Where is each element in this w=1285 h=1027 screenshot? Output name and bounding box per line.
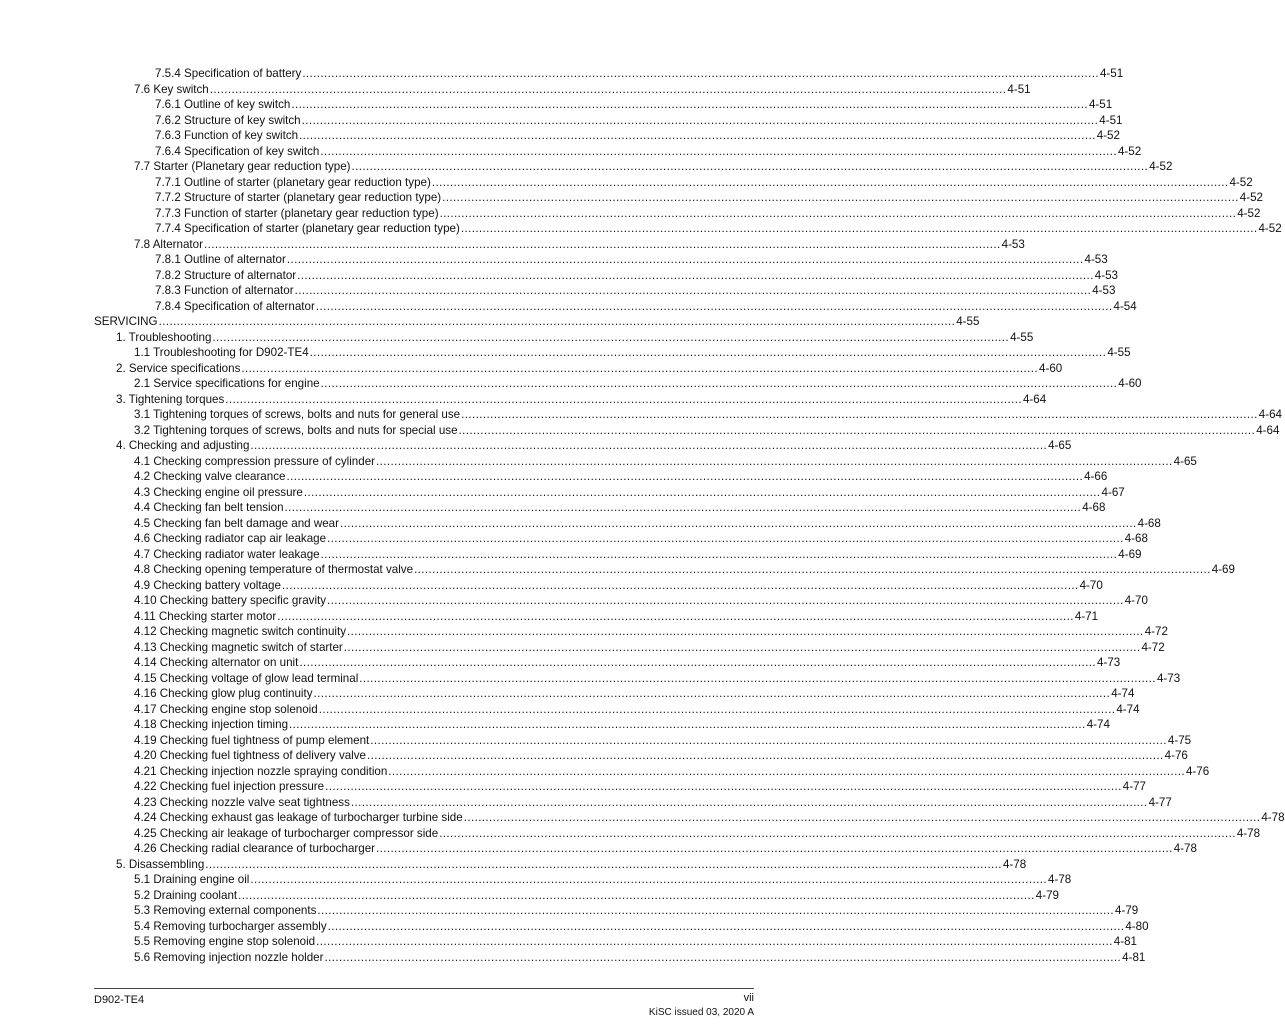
- toc-dot-leader: ............................................................................................................................................................................................................................: [320, 144, 1117, 158]
- toc-dot-leader: ............................................................................................................................................................................................................................: [289, 718, 1086, 731]
- toc-entry-title: 4.1 Checking compression pressure of cylinder: [134, 454, 376, 468]
- toc-entry-page: 4-51: [1088, 98, 1113, 111]
- toc-entry-page: 4-53: [1001, 237, 1025, 251]
- toc-dot-leader: ............................................................................................................................................................................................................................: [359, 671, 1156, 685]
- toc-entry-title: 7.8.2 Structure of alternator: [155, 268, 297, 282]
- toc-dot-leader: ............................................................................................................................................................................................................................: [463, 811, 1261, 824]
- toc-entry-page: 4-68: [1082, 501, 1106, 514]
- toc-dot-leader: ............................................................................................................................................................................................................................: [284, 501, 1082, 514]
- toc-entry-title: 7.6.2 Structure of key switch: [155, 113, 301, 127]
- toc-entry-title: 4.18 Checking injection timing: [134, 718, 289, 731]
- toc-dot-leader: ............................................................................................................................................................................................................................: [325, 780, 1122, 793]
- toc-entry[interactable]: [0, 686, 1135, 702]
- toc-dot-leader: ............................................................................................................................................................................................................................: [205, 857, 1002, 871]
- toc-entry-title: 4.16 Checking glow plug continuity: [134, 687, 313, 700]
- toc-entry[interactable]: [0, 82, 1031, 98]
- toc-entry[interactable]: [0, 872, 1072, 888]
- toc-entry-page: 4-73: [1156, 671, 1181, 685]
- toc-dot-leader: ............................................................................................................................................................................................................................: [351, 160, 1149, 173]
- toc-entry-page: 4-52: [1149, 160, 1173, 173]
- toc-entry[interactable]: [0, 407, 1282, 423]
- toc-dot-leader: ............................................................................................................................................................................................................................: [225, 392, 1022, 406]
- toc-entry-page: 4-74: [1111, 687, 1135, 700]
- toc-entry-title: 4.12 Checking magnetic switch continuity: [134, 625, 347, 638]
- toc-dot-leader: ............................................................................................................................................................................................................................: [461, 408, 1258, 421]
- toc-entry-title: 7.5.4 Specification of battery: [155, 67, 302, 80]
- toc-entry-title: 4.7 Checking radiator water leakage: [134, 547, 320, 561]
- toc-dot-leader: ............................................................................................................................................................................................................................: [302, 67, 1099, 80]
- toc-entry[interactable]: [0, 361, 1063, 377]
- toc-entry[interactable]: [0, 764, 1210, 780]
- toc-entry-title: 7.8.1 Outline of alternator: [155, 253, 286, 266]
- toc-entry-page: 4-52: [1239, 191, 1263, 204]
- toc-entry-page: 4-72: [1141, 640, 1165, 654]
- toc-entry[interactable]: [0, 888, 1059, 904]
- toc-entry[interactable]: [0, 950, 1146, 966]
- toc-dot-leader: ............................................................................................................................................................................................................................: [281, 578, 1079, 592]
- toc-entry-title: 3.1 Tightening torques of screws, bolts and nuts for general use: [134, 408, 461, 421]
- toc-entry[interactable]: [0, 578, 1103, 594]
- footer-issue-info: KiSC issued 03, 2020 A: [648, 1007, 754, 1018]
- toc-entry-page: 4-64: [1022, 392, 1047, 406]
- table-of-contents: [0, 66, 1285, 965]
- toc-entry-title: 5.2 Draining coolant: [134, 888, 238, 902]
- toc-dot-leader: ............................................................................................................................................................................................................................: [309, 346, 1107, 359]
- toc-entry-page: 4-67: [1101, 485, 1125, 499]
- toc-entry-page: 4-53: [1092, 284, 1116, 297]
- toc-entry-title: 5.3 Removing external components: [134, 904, 317, 917]
- toc-entry-page: 4-68: [1124, 532, 1148, 545]
- toc-entry[interactable]: [0, 206, 1261, 222]
- toc-entry-title: 4.14 Checking alternator on unit: [134, 656, 299, 669]
- toc-entry[interactable]: [0, 841, 1197, 857]
- toc-entry[interactable]: [0, 237, 1025, 253]
- toc-entry-title: 5.4 Removing turbocharger assembly: [134, 919, 327, 933]
- toc-entry[interactable]: [0, 733, 1192, 749]
- toc-entry[interactable]: [0, 810, 1285, 826]
- toc-entry-page: 4-55: [1010, 330, 1034, 344]
- toc-entry[interactable]: [0, 671, 1181, 687]
- toc-entry-page: 4-64: [1258, 408, 1282, 421]
- toc-entry-title: 3.2 Tightening torques of screws, bolts and nuts for special use: [134, 423, 458, 437]
- toc-entry-page: 4-65: [1048, 439, 1072, 452]
- toc-entry-title: 4.13 Checking magnetic switch of starter: [134, 640, 343, 654]
- toc-entry-title: 4.10 Checking battery specific gravity: [134, 594, 327, 607]
- toc-entry[interactable]: [0, 330, 1034, 346]
- toc-entry[interactable]: [0, 500, 1106, 516]
- toc-entry-title: 4.25 Checking air leakage of turbocharger compressor side: [134, 826, 439, 840]
- toc-entry-page: 4-51: [1099, 113, 1123, 127]
- toc-entry-title: 7.6 Key switch: [134, 82, 209, 96]
- toc-entry[interactable]: [0, 438, 1072, 454]
- toc-entry-title: 4.5 Checking fan belt damage and wear: [134, 516, 339, 530]
- toc-entry-page: 4-66: [1084, 470, 1108, 483]
- toc-dot-leader: ............................................................................................................................................................................................................................: [439, 206, 1237, 220]
- toc-entry[interactable]: [0, 547, 1142, 563]
- toc-entry-page: 4-69: [1118, 547, 1142, 561]
- toc-entry-page: 4-74: [1116, 702, 1140, 716]
- toc-entry[interactable]: [0, 283, 1116, 299]
- toc-entry[interactable]: [0, 252, 1108, 268]
- toc-entry-title: 3. Tightening torques: [116, 392, 225, 406]
- toc-entry-page: 4-51: [1007, 82, 1031, 96]
- toc-dot-leader: ............................................................................................................................................................................................................................: [327, 919, 1125, 933]
- toc-entry-page: 4-75: [1167, 733, 1192, 747]
- toc-entry-page: 4-65: [1173, 454, 1197, 468]
- toc-dot-leader: ............................................................................................................................................................................................................................: [439, 826, 1236, 840]
- toc-dot-leader: ............................................................................................................................................................................................................................: [158, 315, 956, 328]
- toc-dot-leader: ............................................................................................................................................................................................................................: [241, 361, 1039, 375]
- toc-entry-page: 4-77: [1148, 795, 1172, 809]
- toc-entry-title: 4.17 Checking engine stop solenoid: [134, 702, 318, 716]
- toc-entry-title: 4.2 Checking valve clearance: [134, 470, 286, 483]
- toc-entry-title: 4.19 Checking fuel tightness of pump element: [134, 733, 370, 747]
- toc-dot-leader: ............................................................................................................................................................................................................................: [327, 532, 1124, 545]
- toc-entry-page: 4-60: [1039, 361, 1063, 375]
- toc-dot-leader: ............................................................................................................................................................................................................................: [350, 795, 1148, 809]
- toc-entry-page: 4-69: [1211, 563, 1235, 576]
- toc-entry-title: 7.6.4 Specification of key switch: [155, 144, 320, 158]
- toc-entry-page: 4-77: [1122, 780, 1146, 793]
- toc-entry-title: 4.26 Checking radial clearance of turbocharger: [134, 842, 376, 855]
- toc-dot-leader: ............................................................................................................................................................................................................................: [315, 299, 1113, 313]
- toc-entry-page: 4-74: [1086, 718, 1110, 731]
- toc-entry[interactable]: [0, 593, 1148, 609]
- toc-entry-page: 4-78: [1261, 811, 1285, 824]
- toc-entry-title: 7.8 Alternator: [134, 237, 203, 251]
- toc-entry[interactable]: [0, 423, 1280, 439]
- toc-entry[interactable]: [0, 903, 1139, 919]
- toc-dot-leader: ............................................................................................................................................................................................................................: [367, 749, 1164, 762]
- toc-entry-page: 4-64: [1256, 423, 1280, 437]
- toc-dot-leader: ............................................................................................................................................................................................................................: [299, 656, 1097, 669]
- toc-entry[interactable]: [0, 314, 980, 330]
- toc-entry-page: 4-55: [956, 315, 980, 328]
- toc-entry-page: 4-52: [1237, 206, 1261, 220]
- toc-dot-leader: ............................................................................................................................................................................................................................: [291, 98, 1088, 111]
- toc-entry-page: 4-81: [1113, 935, 1137, 948]
- toc-entry-page: 4-78: [1048, 873, 1072, 886]
- toc-entry-title: 4.23 Checking nozzle valve seat tightness: [134, 795, 350, 809]
- toc-entry[interactable]: [0, 516, 1161, 532]
- toc-entry-page: 4-52: [1117, 144, 1142, 158]
- toc-dot-leader: ............................................................................................................................................................................................................................: [297, 268, 1094, 282]
- toc-entry[interactable]: [0, 795, 1172, 811]
- toc-entry-title: 1. Troubleshooting: [116, 330, 212, 344]
- toc-entry[interactable]: [0, 919, 1149, 935]
- toc-entry[interactable]: [0, 221, 1282, 237]
- toc-entry-title: 2.1 Service specifications for engine: [134, 377, 320, 390]
- toc-entry[interactable]: [0, 144, 1142, 160]
- toc-entry[interactable]: [0, 609, 1099, 625]
- toc-entry[interactable]: [0, 345, 1131, 361]
- footer-page-number: vii: [743, 992, 754, 1004]
- toc-entry-title: 4.11 Checking starter motor: [134, 609, 277, 623]
- toc-entry-page: 4-60: [1118, 377, 1142, 390]
- toc-entry-page: 4-78: [1173, 842, 1197, 855]
- toc-entry-title: 4.20 Checking fuel tightness of delivery valve: [134, 749, 367, 762]
- toc-entry-page: 4-54: [1113, 299, 1137, 313]
- toc-entry-page: 4-71: [1074, 609, 1099, 623]
- toc-entry-page: 4-79: [1115, 904, 1139, 917]
- toc-entry-page: 4-80: [1125, 919, 1149, 933]
- toc-entry-title: 7.7.2 Structure of starter (planetary gear reduction type): [155, 191, 442, 204]
- toc-entry-page: 4-52: [1258, 222, 1282, 235]
- toc-entry-page: 4-53: [1084, 253, 1108, 266]
- toc-entry[interactable]: [0, 934, 1137, 950]
- toc-dot-leader: ............................................................................................................................................................................................................................: [316, 935, 1113, 948]
- toc-entry-page: 4-73: [1097, 656, 1121, 669]
- toc-dot-leader: ............................................................................................................................................................................................................................: [301, 113, 1099, 127]
- toc-dot-leader: ............................................................................................................................................................................................................................: [414, 563, 1211, 576]
- toc-dot-leader: ............................................................................................................................................................................................................................: [343, 640, 1141, 654]
- toc-dot-leader: ............................................................................................................................................................................................................................: [324, 950, 1122, 964]
- toc-entry-page: 4-52: [1229, 175, 1253, 189]
- toc-dot-leader: ............................................................................................................................................................................................................................: [286, 253, 1084, 266]
- toc-entry[interactable]: [0, 392, 1047, 408]
- toc-dot-leader: ............................................................................................................................................................................................................................: [431, 175, 1229, 189]
- toc-entry[interactable]: [0, 702, 1140, 718]
- toc-dot-leader: ............................................................................................................................................................................................................................: [317, 904, 1115, 917]
- toc-entry-page: 4-78: [1002, 857, 1027, 871]
- toc-entry-title: 2. Service specifications: [116, 361, 241, 375]
- toc-entry-page: 4-55: [1107, 346, 1131, 359]
- toc-entry[interactable]: [0, 624, 1168, 640]
- toc-dot-leader: ............................................................................................................................................................................................................................: [347, 625, 1144, 638]
- toc-entry-title: 4.22 Checking fuel injection pressure: [134, 780, 325, 793]
- toc-dot-leader: ............................................................................................................................................................................................................................: [250, 873, 1048, 886]
- toc-entry[interactable]: [0, 159, 1173, 175]
- toc-entry-title: 1.1 Troubleshooting for D902-TE4: [134, 346, 309, 359]
- toc-dot-leader: ............................................................................................................................................................................................................................: [294, 284, 1092, 297]
- toc-entry-page: 4-52: [1096, 129, 1120, 142]
- toc-entry-page: 4-68: [1137, 516, 1161, 530]
- toc-entry-title: 4.3 Checking engine oil pressure: [134, 485, 303, 499]
- toc-dot-leader: ............................................................................................................................................................................................................................: [212, 330, 1010, 344]
- toc-entry[interactable]: [0, 97, 1113, 113]
- toc-entry-title: 4.9 Checking battery voltage: [134, 578, 281, 592]
- toc-entry-page: 4-78: [1236, 826, 1261, 840]
- toc-entry-title: 5.5 Removing engine stop solenoid: [134, 935, 316, 948]
- toc-dot-leader: ............................................................................................................................................................................................................................: [327, 594, 1124, 607]
- toc-entry-title: 7.6.1 Outline of key switch: [155, 98, 291, 111]
- toc-entry-title: 4.4 Checking fan belt tension: [134, 501, 284, 514]
- toc-entry[interactable]: [0, 485, 1125, 501]
- toc-entry-page: 4-72: [1144, 625, 1168, 638]
- toc-entry[interactable]: [0, 655, 1121, 671]
- toc-entry[interactable]: [0, 857, 1027, 873]
- toc-entry[interactable]: [0, 779, 1146, 795]
- toc-dot-leader: ............................................................................................................................................................................................................................: [376, 454, 1173, 468]
- toc-entry[interactable]: [0, 454, 1197, 470]
- toc-dot-leader: ............................................................................................................................................................................................................................: [277, 609, 1074, 623]
- toc-entry-page: 4-70: [1079, 578, 1103, 592]
- toc-dot-leader: ............................................................................................................................................................................................................................: [320, 377, 1118, 390]
- toc-entry[interactable]: [0, 469, 1108, 485]
- toc-dot-leader: ............................................................................................................................................................................................................................: [299, 129, 1096, 142]
- toc-entry-title: 4.8 Checking opening temperature of thermostat valve: [134, 563, 414, 576]
- toc-dot-leader: ............................................................................................................................................................................................................................: [303, 485, 1101, 499]
- toc-entry-page: 4-81: [1122, 950, 1146, 964]
- toc-entry-title: 7.8.3 Function of alternator: [155, 284, 294, 297]
- footer-divider: [94, 988, 754, 989]
- toc-dot-leader: ............................................................................................................................................................................................................................: [339, 516, 1137, 530]
- toc-entry[interactable]: [0, 113, 1123, 129]
- toc-dot-leader: ............................................................................................................................................................................................................................: [286, 470, 1084, 483]
- toc-entry-page: 4-76: [1164, 749, 1188, 762]
- toc-entry-title: 4.24 Checking exhaust gas leakage of turbocharger turbine side: [134, 811, 463, 824]
- toc-entry-title: 4.21 Checking injection nozzle spraying condition: [134, 764, 388, 778]
- toc-dot-leader: ............................................................................................................................................................................................................................: [318, 702, 1116, 716]
- toc-entry-page: 4-70: [1124, 594, 1148, 607]
- toc-entry-page: 4-51: [1099, 67, 1124, 80]
- toc-dot-leader: ............................................................................................................................................................................................................................: [460, 222, 1258, 235]
- toc-entry-title: 4. Checking and adjusting: [116, 439, 250, 452]
- toc-entry[interactable]: [0, 531, 1148, 547]
- toc-entry-title: 7.7.4 Specification of starter (planetary gear reduction type): [155, 222, 460, 235]
- toc-entry-title: 5.1 Draining engine oil: [134, 873, 250, 886]
- toc-entry[interactable]: [0, 376, 1142, 392]
- toc-entry-title: 5.6 Removing injection nozzle holder: [134, 950, 324, 964]
- toc-entry[interactable]: [0, 748, 1188, 764]
- toc-dot-leader: ............................................................................................................................................................................................................................: [376, 842, 1173, 855]
- toc-dot-leader: ............................................................................................................................................................................................................................: [238, 888, 1035, 902]
- toc-entry[interactable]: [0, 717, 1110, 733]
- toc-dot-leader: ............................................................................................................................................................................................................................: [250, 439, 1048, 452]
- toc-dot-leader: ............................................................................................................................................................................................................................: [442, 191, 1239, 204]
- toc-entry-page: 4-53: [1094, 268, 1119, 282]
- toc-entry-title: 7.7 Starter (Planetary gear reduction type): [134, 160, 351, 173]
- toc-entry-title: 7.7.3 Function of starter (planetary gear reduction type): [155, 206, 439, 220]
- toc-entry[interactable]: [0, 190, 1263, 206]
- toc-dot-leader: ............................................................................................................................................................................................................................: [370, 733, 1167, 747]
- toc-entry-page: 4-79: [1035, 888, 1059, 902]
- toc-dot-leader: ............................................................................................................................................................................................................................: [458, 423, 1256, 437]
- toc-entry[interactable]: [0, 826, 1261, 842]
- toc-entry[interactable]: [0, 299, 1137, 315]
- toc-dot-leader: ............................................................................................................................................................................................................................: [209, 82, 1007, 96]
- toc-entry-title: SERVICING: [94, 315, 158, 328]
- toc-entry[interactable]: [0, 175, 1253, 191]
- toc-entry-title: 7.7.1 Outline of starter (planetary gear reduction type): [155, 175, 431, 189]
- toc-entry[interactable]: [0, 66, 1124, 82]
- toc-entry[interactable]: [0, 128, 1120, 144]
- toc-entry-title: 7.8.4 Specification of alternator: [155, 299, 315, 313]
- toc-entry-page: 4-76: [1185, 764, 1210, 778]
- toc-dot-leader: ............................................................................................................................................................................................................................: [313, 687, 1111, 700]
- footer-model: D902-TE4: [94, 994, 145, 1006]
- toc-entry-title: 7.6.3 Function of key switch: [155, 129, 299, 142]
- toc-entry[interactable]: [0, 268, 1119, 284]
- toc-entry-title: 5. Disassembling: [116, 857, 205, 871]
- toc-entry-title: 4.15 Checking voltage of glow lead terminal: [134, 671, 359, 685]
- toc-entry-title: 4.6 Checking radiator cap air leakage: [134, 532, 327, 545]
- toc-dot-leader: ............................................................................................................................................................................................................................: [203, 237, 1001, 251]
- toc-dot-leader: ............................................................................................................................................................................................................................: [388, 764, 1185, 778]
- toc-dot-leader: ............................................................................................................................................................................................................................: [320, 547, 1118, 561]
- toc-entry[interactable]: [0, 562, 1235, 578]
- toc-entry[interactable]: [0, 640, 1165, 656]
